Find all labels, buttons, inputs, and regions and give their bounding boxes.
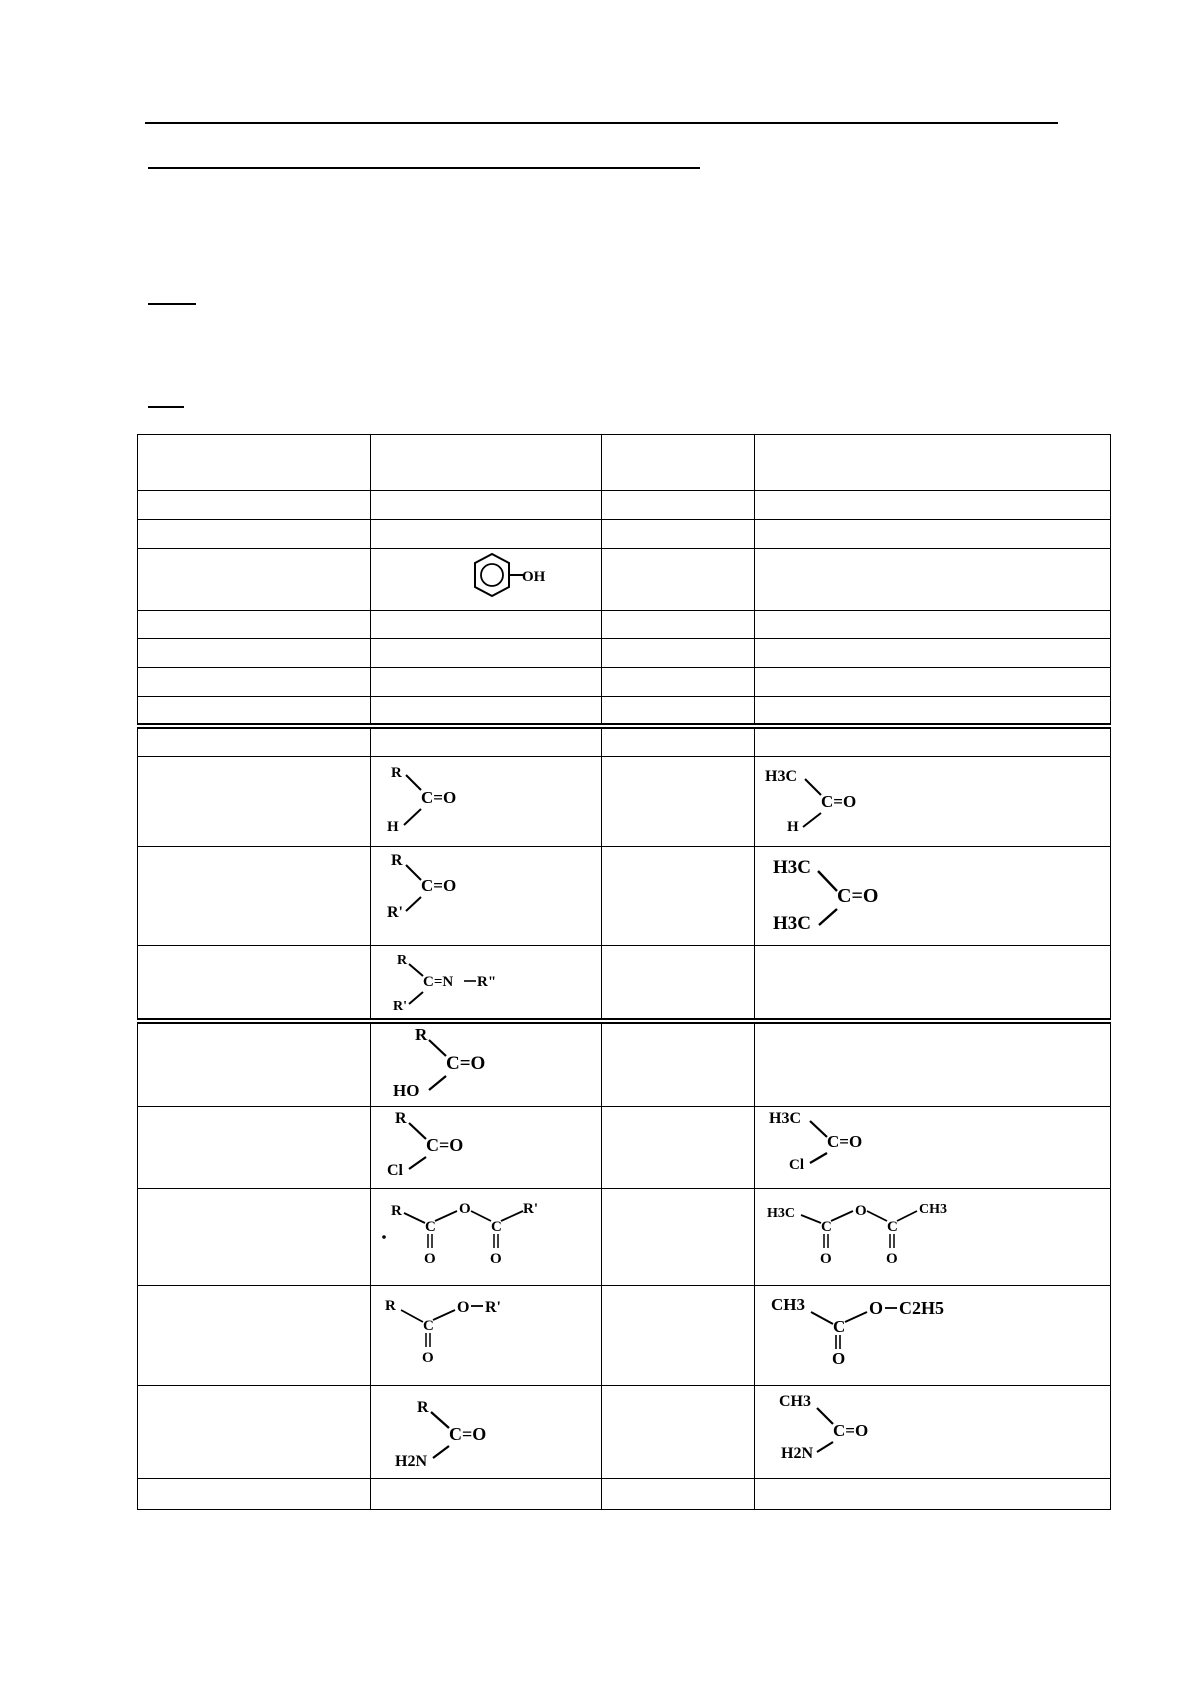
table-row-amide [138,1386,1111,1479]
o1-label: O [424,1251,436,1267]
r-label: R [415,1025,428,1044]
header-cell [602,435,755,491]
o-link-label: O [457,1299,470,1316]
second-rule [148,167,700,169]
table-row [138,697,1111,726]
c2-label: C [491,1219,502,1235]
r-label: R [391,765,402,781]
ch3-label: CH3 [919,1202,947,1217]
h-label: H [387,819,399,835]
r-label: R [391,852,403,869]
carbonyl-label: C=O [421,876,457,895]
carbonyl-label: C=O [426,1135,464,1155]
o-label: O [832,1349,846,1368]
o1-label: O [820,1251,832,1267]
table-row [138,520,1111,549]
carbonyl-label: C=O [421,788,457,807]
h3c-bottom-label: H3C [773,913,811,934]
c1-label: C [821,1219,832,1235]
amide-example [755,1386,1111,1479]
acid-structure [371,1021,602,1107]
short-rule-2 [148,406,184,408]
table-row [138,668,1111,697]
c2h5-label: C2H5 [899,1298,944,1318]
r-prime-label: R' [393,999,407,1014]
carbonyl-label: C=O [821,792,857,811]
table-row-anhydride [138,1189,1111,1286]
o-bridge-label: O [855,1203,867,1219]
o-bridge-label: O [459,1201,471,1217]
amide-structure [371,1386,602,1479]
r-prime-label: R' [387,904,403,921]
carbonyl-label: C=O [833,1421,869,1440]
o2-label: O [886,1251,898,1267]
h3c-label: H3C [769,1110,801,1127]
c1-label: C [425,1219,436,1235]
acyl-chloride-example [755,1107,1111,1189]
carbonyl-label: C=O [446,1053,486,1074]
table-row-ketone [138,847,1111,946]
aldehyde-structure [371,757,602,847]
phenol-structure [371,549,602,611]
ketone-example [755,847,1111,946]
top-rule [145,122,1058,124]
anhydride-structure [371,1189,602,1286]
r-prime-label: R' [485,1299,501,1316]
r-label: R [417,1399,429,1416]
r-label: R [385,1298,396,1314]
anhydride-example [755,1189,1111,1286]
table-row-acid [138,1021,1111,1107]
table-row-imine [138,946,1111,1022]
table-row [138,639,1111,668]
o-link-label: O [869,1298,884,1318]
oh-label: OH [522,569,546,585]
table-row [138,1479,1111,1510]
carbonyl-label: C=O [837,885,879,907]
r-label: R [391,1203,402,1219]
header-cell [371,435,602,491]
table-row-aldehyde [138,757,1111,847]
h3c-label: H3C [767,1206,795,1221]
ho-label: HO [393,1081,420,1100]
table-row-phenol [138,549,1111,611]
c2-label: C [887,1219,898,1235]
ester-structure [371,1286,602,1386]
ester-example [755,1286,1111,1386]
ketone-structure [371,847,602,946]
c-label: C [833,1317,846,1336]
aldehyde-example [755,757,1111,847]
imine-structure [371,946,602,1022]
cn-label: C=N [423,974,454,990]
short-rule-1 [148,303,196,305]
table-row [138,726,1111,757]
functional-groups-table [137,434,1111,1510]
cl-label: Cl [789,1157,804,1173]
h-label: H [787,819,799,835]
h3c-label: H3C [765,768,797,785]
r-label: R [395,1110,407,1127]
table-row-ester [138,1286,1111,1386]
ch3-label: CH3 [779,1393,811,1410]
h2n-label: H2N [395,1453,427,1470]
o-label: O [422,1350,434,1366]
header-cell [138,435,371,491]
r-prime-label: R' [523,1201,538,1217]
table-header-row [138,435,1111,491]
r-double-prime-label: R" [477,974,497,990]
o2-label: O [490,1251,502,1267]
carbonyl-label: C=O [827,1132,863,1151]
c-label: C [423,1318,434,1334]
table-row [138,491,1111,520]
r-label: R [397,953,408,968]
header-cell [755,435,1111,491]
acyl-chloride-structure [371,1107,602,1189]
table-row-acyl-chloride [138,1107,1111,1189]
ch3-label: CH3 [771,1295,805,1314]
h3c-top-label: H3C [773,857,811,878]
h2n-label: H2N [781,1445,813,1462]
table-row [138,611,1111,639]
cl-label: Cl [387,1162,403,1179]
carbonyl-label: C=O [449,1424,487,1444]
